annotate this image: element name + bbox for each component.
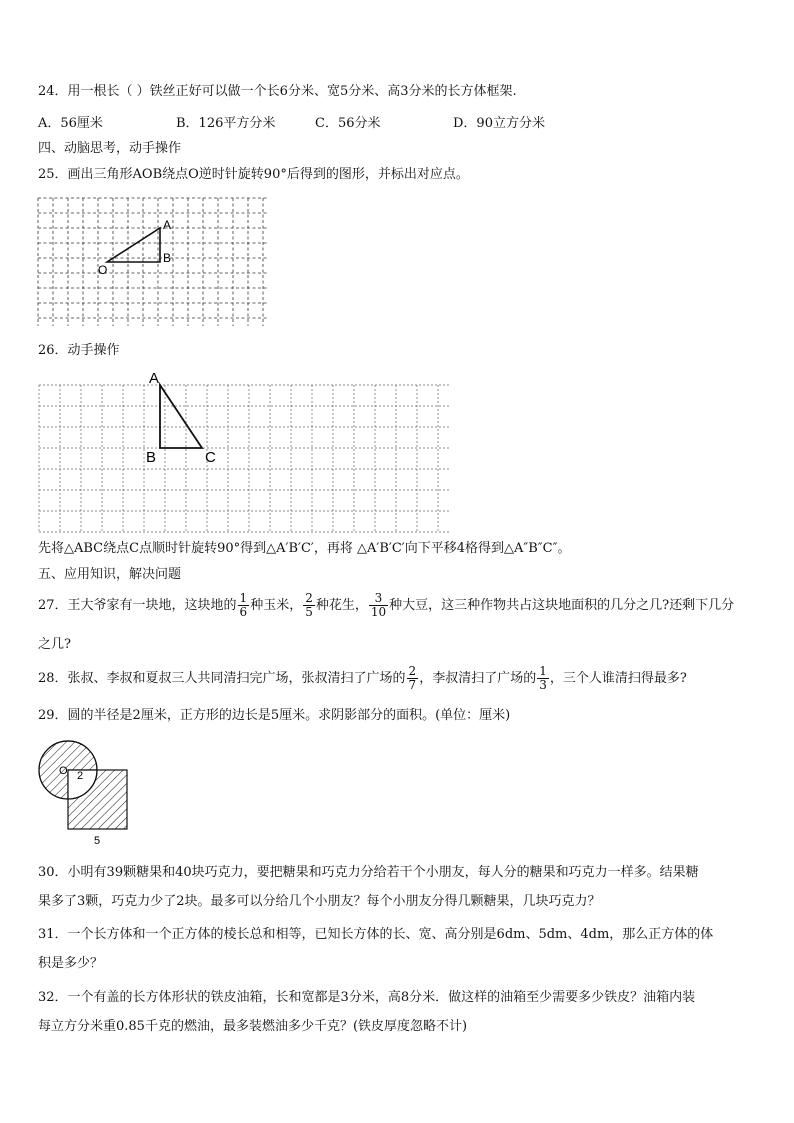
q25-grid-figure: [36, 196, 270, 328]
q24-option-d: D．90立方分米: [453, 116, 545, 131]
q27-part-1: 27．王大爷家有一块地，这块地的: [38, 598, 237, 613]
q27-line-2: 之几?: [38, 637, 71, 652]
label-a: A: [163, 218, 172, 232]
label-side: 5: [94, 835, 101, 847]
q31-line-2: 积是多少？: [38, 956, 104, 971]
q29-text: 29．圆的半径是2厘米，正方形的边长是5厘米。求阴影部分的面积。(单位：厘米): [38, 708, 511, 723]
q30-line-2: 果多了3颗，巧克力少了2块。最多可以分给几个小朋友？每个小朋友分得几颗糖果，几块巧克力？: [38, 894, 601, 909]
label-radius: 2: [77, 770, 84, 782]
q28-fraction-2: $\frac{1}{3}$: [539, 664, 547, 692]
q28-part-1: 28．张叔、李叔和夏叔三人共同清扫完广场，张叔清扫了广场的: [38, 671, 406, 686]
q28-part-3: ，三个人谁清扫得最多?: [549, 671, 687, 686]
q28-fraction-1: $\frac{2}{7}$: [408, 664, 417, 692]
q32-line-1: 32．一个有盖的长方体形状的铁皮油箱，长和宽都是3分米，高8分米．做这样的油箱至少需要多少铁皮？油箱内装: [38, 990, 696, 1005]
q27-fraction-3: $\frac{3}{10}$: [370, 591, 387, 619]
label-b: B: [163, 251, 172, 265]
q24-option-b: B．126平方分米: [176, 116, 276, 131]
q31-line-1: 31．一个长方体和一个正方体的棱长总和相等，已知长方体的长、宽、高分别是6dm、5dm、4dm，那么正方体的体: [38, 927, 714, 942]
label-o: O: [98, 263, 108, 277]
q27-fraction-1: $\frac{1}{6}$: [239, 591, 248, 619]
label-o: O: [59, 765, 68, 777]
q28-line: [38, 664, 687, 694]
q26-grid-figure: [30, 366, 452, 538]
q24-text: 24．用一根长（ ）铁丝正好可以做一个长6分米、宽5分米、高3分米的长方体框架.: [38, 84, 517, 99]
q25-text: 25．画出三角形AOB绕点O逆时针旋转90°后得到的图形，并标出对应点。: [38, 167, 469, 182]
q27-line-1: [38, 591, 734, 621]
q32-line-2: 每立方分米重0.85千克的燃油，最多装燃油多少千克？(铁皮厚度忽略不计): [38, 1019, 468, 1034]
triangle-aob: [107, 228, 160, 262]
q30-line-1: 30．小明有39颗糖果和40块巧克力，要把糖果和巧克力分给若干个小朋友，每人分的糖果和巧克力一样多。结果糖: [38, 865, 699, 880]
q24-option-c: C．56分米: [315, 116, 381, 131]
q26-title: 26．动手操作: [38, 343, 120, 358]
q27-part-4: 种大豆，这三种作物共占这块地面积的几分之几?还剩下几分: [389, 598, 735, 613]
q26-instruction: 先将△ABC绕点C点顺时针旋转90°得到△A′B′C′，再将 △A′B′C′向下平移4格得到△A″B″C″。: [38, 541, 571, 556]
label-b: B: [146, 449, 157, 466]
q27-part-2: 种玉米，: [250, 598, 303, 613]
label-a: A: [149, 370, 160, 387]
q27-part-3: 种花生，: [315, 598, 368, 613]
triangle-abc: [160, 385, 202, 448]
q27-fraction-2: $\frac{2}{5}$: [305, 591, 313, 619]
section-5-heading: 五、应用知识，解决问题: [38, 567, 182, 582]
q24-option-a: A．56厘米: [38, 116, 103, 131]
label-c: C: [205, 449, 216, 466]
section-4-heading: 四、动脑思考，动手操作: [38, 141, 182, 156]
q29-circle-square-figure: [36, 738, 136, 850]
q28-part-2: ，李叔清扫了广场的: [419, 671, 537, 686]
